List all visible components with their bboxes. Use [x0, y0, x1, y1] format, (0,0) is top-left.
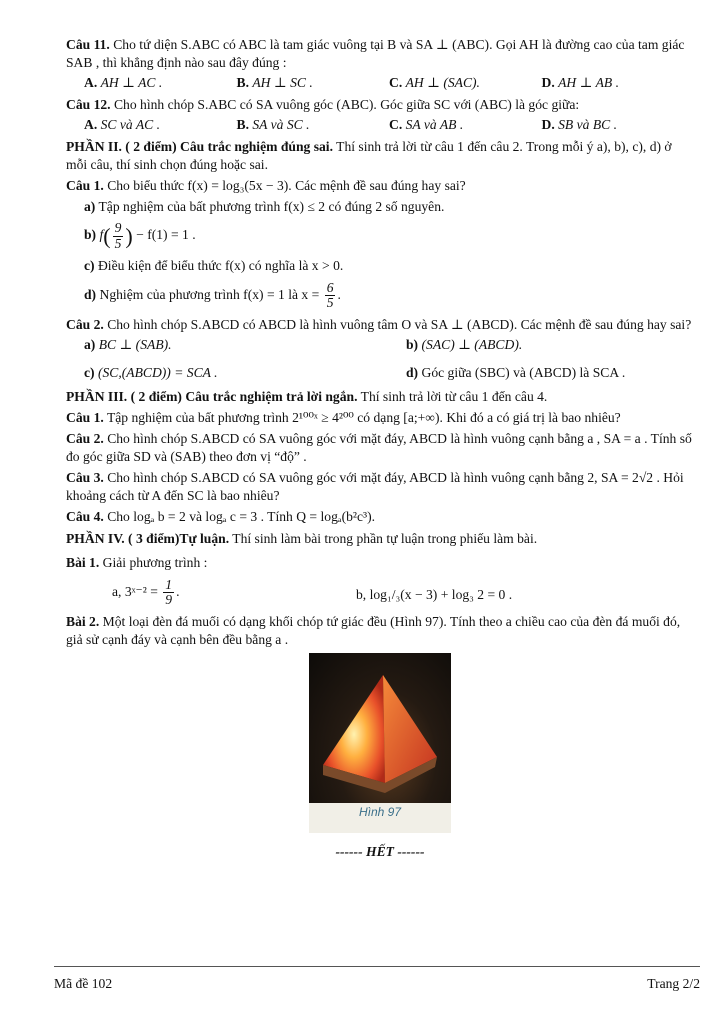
problem-1-parts: [66, 578, 694, 608]
statement-d: d) Nghiệm của phương trình f(x) = 1 là x = $\frac{6}{5}$ .: [84, 279, 341, 311]
statement-b: b) (SAC) ⊥ (ABCD).: [406, 337, 523, 353]
section-heading: PHẦN II. ( 2 điểm) Câu trắc nghiệm đúng sai.: [66, 138, 333, 154]
statement-c: c) Điều kiện để biểu thức f(x) có nghĩa là x > 0.: [84, 257, 344, 273]
section-intro: Thí sinh trả lời từ câu 1 đến câu 4.: [357, 389, 548, 405]
options-row: [66, 116, 694, 134]
part-3-question-4: Câu 4. Cho logₐ b = 2 và logₐ c = 3 . Tính Q = logₐ(b²c³).: [66, 508, 376, 524]
question-stem: Cho tứ diện S.ABC có ABC là tam giác vuông tại B và SA ⊥ (ABC). Gọi AH là đường cao của tam giác SAB , thì khẳng định nào sau đây đúng :: [66, 37, 685, 70]
figure-97: [66, 653, 694, 833]
part-2-header: [66, 138, 694, 174]
statement-b: b) f( $\frac{9}{5}$ ) − f(1) = 1 .: [84, 220, 196, 251]
figure-caption: Hình 97: [358, 805, 402, 820]
option-a: A. AH ⊥ AC .: [84, 74, 163, 90]
statements-row-2: [66, 364, 694, 382]
option-d: D. AH ⊥ AB .: [541, 74, 619, 90]
page-footer: [54, 966, 700, 993]
section-heading: PHẦN IV. ( 3 điểm)Tự luận.: [66, 530, 230, 546]
statement-d: d) Góc giữa (SBC) và (ABCD) là SCA .: [406, 365, 626, 381]
part-3-question-1: Câu 1. Tập nghiệm của bất phương trình 2¹⁰⁰ˣ ≥ 4²⁰⁰ có dạng [a;+∞). Khi đó a có giá trị là bao nhiêu?: [66, 410, 621, 426]
statement-a: a) BC ⊥ (SAB).: [84, 337, 172, 353]
end-marker: ------ HẾT ------: [335, 844, 425, 860]
problem-1: Bài 1. Giải phương trình : a, 3ˣ⁻² = $\frac{1}{9}$ . b, log₁/₃(x − 3) + log₃ 2 = 0 .: [66, 554, 694, 607]
question-11: [66, 36, 694, 92]
option-a: A. SC và AC .: [84, 116, 161, 132]
options-row: [66, 74, 694, 92]
part-3-question-2: Câu 2. Cho hình chóp S.ABCD có SA vuông góc với mặt đáy, ABCD là hình vuông cạnh bằng a , SA = a . Tính số đo góc giữa SD và (SAB) theo đơn vị “độ” .: [66, 431, 692, 465]
option-b: B. AH ⊥ SC .: [236, 74, 313, 90]
question-12: [66, 96, 694, 134]
option-c: C. AH ⊥ (SAC).: [389, 74, 480, 90]
section-intro: Thí sinh làm bài trong phần tự luận trong phiếu làm bài.: [229, 530, 538, 546]
page-number: Trang 2/2: [647, 976, 700, 991]
question-stem: Cho hình chóp S.ABC có SA vuông góc (ABC). Góc giữa SC với (ABC) là góc giữa:: [113, 96, 580, 112]
statement-c: c) (SC,(ABCD)) = SCA .: [84, 365, 218, 381]
option-b: B. SA và SC .: [236, 116, 310, 132]
problem-1-part-b: b, log₁/₃(x − 3) + log₃ 2 = 0 .: [356, 586, 513, 602]
section-intro: Thí sinh trả lời từ câu 1 đến câu 2. Trong mỗi ý a), b), c), d) ở mỗi câu, thí sinh chọn đúng hoặc sai.: [66, 138, 672, 172]
problem-1-part-a: a, 3ˣ⁻² = $\frac{1}{9}$ .: [112, 576, 180, 607]
exam-code: Mã đề 102: [54, 976, 113, 991]
salt-lamp-photo: [309, 653, 451, 833]
part-2-question-2: [66, 316, 694, 382]
pyramid-lamp-icon: [309, 653, 451, 803]
question-number: Câu 2.: [66, 317, 104, 333]
part-3-question-3: Câu 3. Cho hình chóp S.ABCD có SA vuông góc với mặt đáy, ABCD là hình vuông cạnh bằng 2, SA = 2√2 . Hỏi khoảng cách từ A đến SC là bao nhiêu?: [66, 470, 684, 503]
section-heading: PHẦN III. ( 2 điểm) Câu trắc nghiệm trả lời ngắn.: [66, 389, 358, 405]
question-stem: Cho biểu thức f(x) = log₃(5x − 3). Các mệnh đề sau đúng hay sai?: [107, 177, 466, 193]
part-3-header: [66, 388, 694, 406]
exam-page: [66, 36, 694, 861]
statement-a: a) Tập nghiệm của bất phương trình f(x) ≤ 2 có đúng 2 số nguyên.: [84, 198, 445, 214]
option-d: D. SB và BC .: [541, 116, 618, 132]
question-number: Câu 1.: [66, 177, 104, 193]
question-stem: Cho hình chóp S.ABCD có ABCD là hình vuông tâm O và SA ⊥ (ABCD). Các mệnh đề sau đúng hay sai?: [107, 317, 692, 333]
statements-row-1: [66, 336, 694, 354]
part-4-header: [66, 530, 694, 548]
question-number: Câu 12.: [66, 96, 111, 112]
question-number: Câu 11.: [66, 37, 110, 52]
problem-2: Bài 2. Một loại đèn đá muối có dạng khối chóp tứ giác đều (Hình 97). Tính theo a chiều cao của đèn đá muối đó, giả sử cạnh đáy và cạnh bên đều bằng a .: [66, 614, 681, 648]
part-2-question-1: [66, 177, 694, 311]
option-c: C. SA và AB .: [389, 116, 464, 132]
